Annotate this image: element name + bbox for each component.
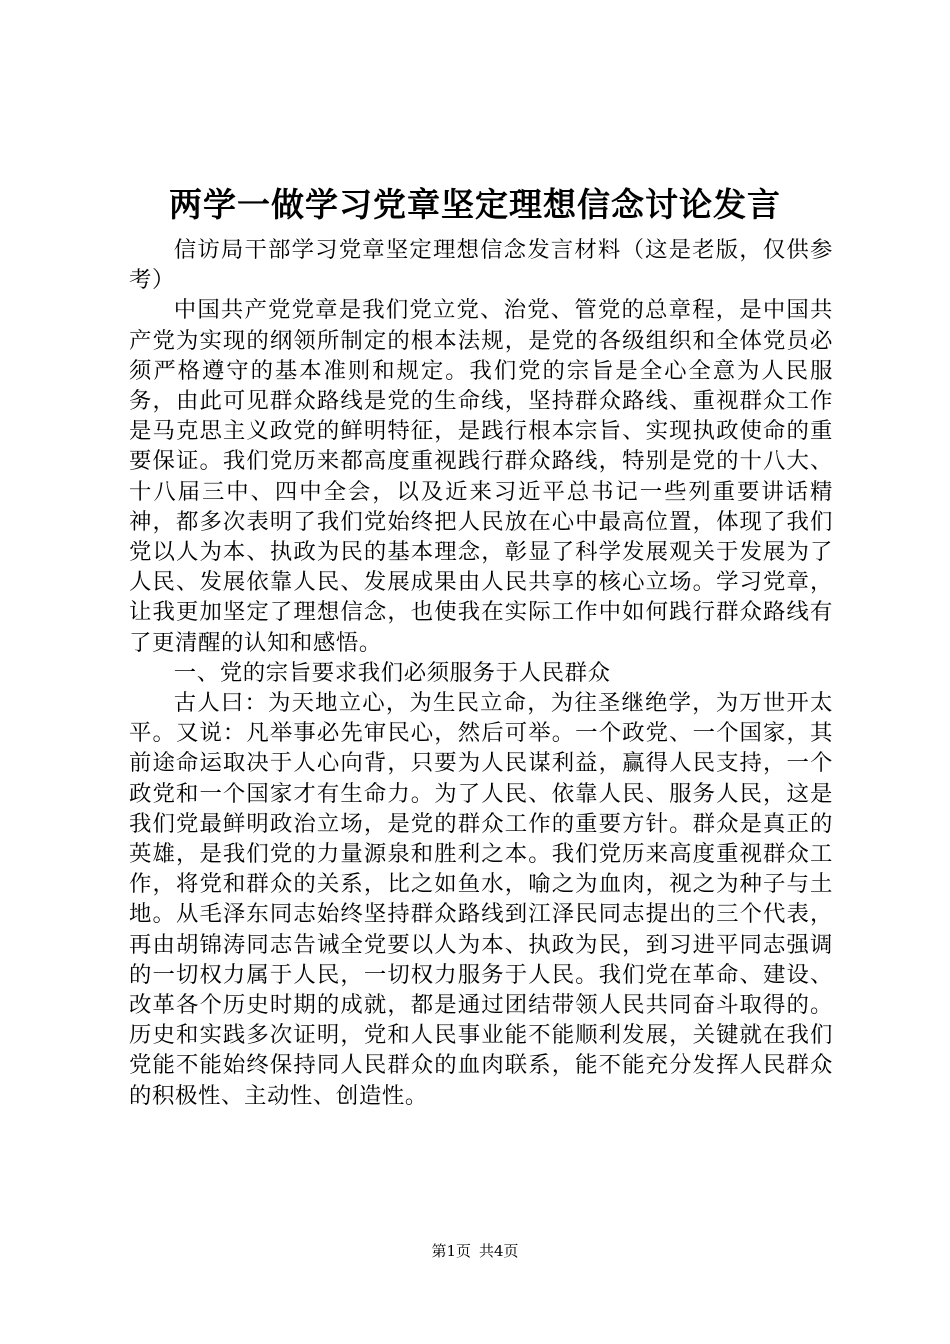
paragraph-serve-people: 古人曰：为天地立心，为生民立命，为往圣继绝学，为万世开太平。又说：凡举事必先审民心，然后可举。一个政党、一个国家，其前途命运取决于人心向背，只要为人民谋利益，赢得人民支持，一个政党和一个国家才有生命力。为了人民、依靠人民、服务人民，这是我们党最鲜明政治立场，是党的群众工作的重要方针。群众是真正的英雄，是我们党的力量源泉和胜利之本。我们党历来高度重视群众工作，将党和群众的关系，比之如鱼水，喻之为血肉，视之为种子与土地。从毛泽东同志始终坚持群众路线到江泽民同志提出的三个代表，再由胡锦涛同志告诫全党要以人为本、执政为民，到习进平同志强调的一切权力属于人民，一切权力服务于人民。我们党在革命、建设、改革各个历史时期的成就，都是通过团结带领人民共同奋斗取得的。历史和实践多次证明，党和人民事业能不能顺利发展，关键就在我们党能不能始终保持同人民群众的血肉联系，能不能充分发挥人民群众的积极性、主动性、创造性。 [129, 690, 833, 1109]
section-heading-1: 一、党的宗旨要求我们必须服务于人民群众 [173, 659, 611, 686]
document-title: 两学一做学习党章坚定理想信念讨论发言 [169, 185, 781, 224]
document-body [129, 235, 833, 1111]
paragraph-intro: 信访局干部学习党章坚定理想信念发言材料（这是老版，仅供参考） [129, 237, 833, 294]
page-number: 第1页 [431, 1242, 471, 1260]
page-footer [0, 1240, 950, 1262]
paragraph-party-constitution: 中国共产党党章是我们党立党、治党、管党的总章程，是中国共产党为实现的纲领所制定的根本法规，是党的各级组织和全体党员必须严格遵守的基本准则和规定。我们党的宗旨是全心全意为人民服务，由此可见群众路线是党的生命线，坚持群众路线、重视群众工作是马克思主义政党的鲜明特征，是践行根本宗旨、实现执政使命的重要保证。我们党历来都高度重视践行群众路线，特别是党的十八大、十八届三中、四中全会，以及近来习近平总书记一些列重要讲话精神，都多次表明了我们党始终把人民放在心中最高位置，体现了我们党以人为本、执政为民的基本理念，彰显了科学发展观关于发展为了人民、发展依靠人民、发展成果由人民共享的核心立场。学习党章，让我更加坚定了理想信念，也使我在实际工作中如何践行群众路线有了更清醒的认知和感悟。 [129, 297, 833, 656]
page-total: 共4页 [479, 1242, 519, 1260]
